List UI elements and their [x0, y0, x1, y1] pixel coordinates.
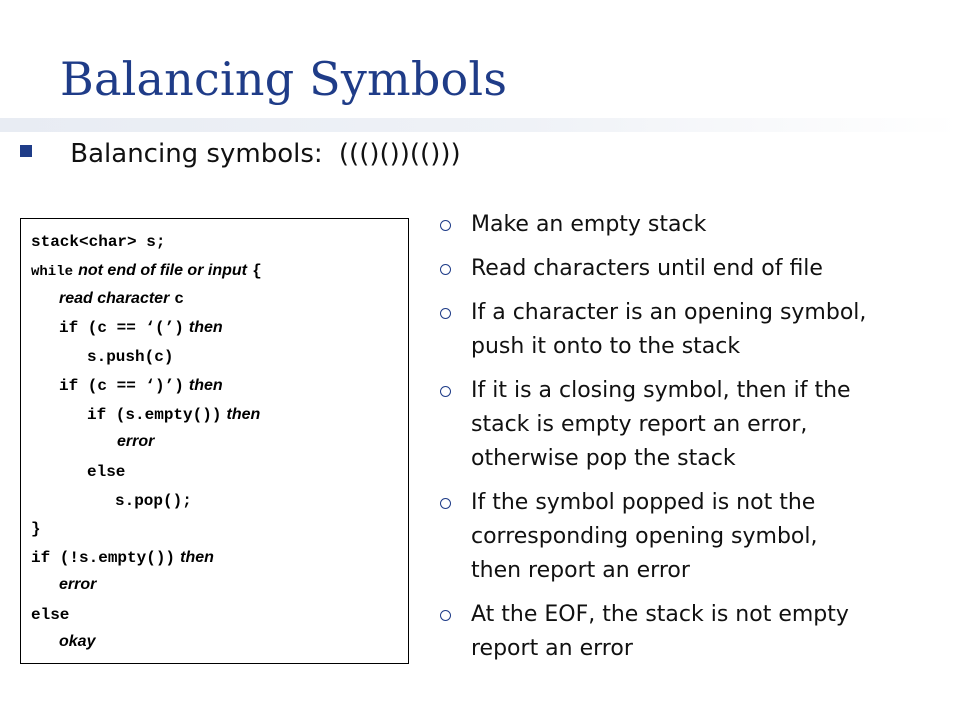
code-line	[87, 344, 173, 368]
code-text: {	[252, 262, 262, 280]
code-text: s.pop();	[115, 492, 192, 510]
code-line	[31, 545, 214, 569]
code-pseudo: then	[188, 319, 223, 336]
step-text: Read characters until end of file	[471, 256, 823, 281]
main-bullet	[20, 139, 461, 169]
circle-bullet-icon	[440, 264, 451, 275]
code-line	[115, 488, 192, 512]
step-text: report an error	[471, 636, 633, 661]
code-text: s.push(c)	[87, 348, 174, 366]
step-text: If it is a closing symbol, then if the	[471, 378, 851, 403]
step-text: push it onto to the stack	[471, 334, 741, 359]
symbol-sequence: ((()())(()))	[338, 139, 461, 169]
code-pseudo: error	[117, 433, 155, 450]
list-item	[440, 296, 940, 364]
code-text: if (!s.empty())	[31, 549, 176, 567]
circle-bullet-icon	[440, 610, 451, 621]
code-keyword: while	[31, 264, 74, 280]
code-line	[87, 459, 125, 483]
slide-title: Balancing Symbols	[60, 52, 508, 106]
code-box	[20, 218, 409, 664]
list-item	[440, 252, 940, 286]
code-line	[31, 602, 69, 626]
step-text: Make an empty stack	[471, 212, 707, 237]
list-item	[440, 374, 940, 476]
circle-bullet-icon	[440, 308, 451, 319]
step-text: If the symbol popped is not the	[471, 490, 816, 515]
main-bullet-label: Balancing symbols:	[70, 139, 323, 169]
code-pseudo: then	[226, 406, 261, 423]
list-item	[440, 598, 940, 666]
step-text: At the EOF, the stack is not empty	[471, 602, 849, 627]
code-text: if (c == ‘(’)	[59, 319, 184, 337]
code-pseudo: then	[188, 377, 223, 394]
code-text: if (c == ‘)’)	[59, 377, 184, 395]
code-pseudo: then	[180, 549, 214, 566]
code-line	[59, 286, 184, 310]
step-text: otherwise pop the stack	[471, 446, 736, 471]
code-text: else	[31, 606, 70, 624]
code-text: }	[31, 520, 41, 538]
list-item	[440, 486, 940, 588]
code-line	[31, 516, 41, 540]
code-text: if (s.empty())	[87, 406, 222, 424]
code-pseudo: okay	[59, 633, 96, 650]
code-text: else	[87, 463, 126, 481]
code-line	[59, 572, 96, 596]
step-text: stack is empty report an error,	[471, 412, 808, 437]
code-line	[31, 229, 165, 253]
steps-list	[440, 208, 940, 666]
code-pseudo: read character	[59, 290, 170, 307]
code-line	[59, 373, 223, 397]
step-text: corresponding opening symbol,	[471, 524, 818, 549]
circle-bullet-icon	[440, 220, 451, 231]
square-bullet-icon	[20, 145, 32, 157]
code-line	[59, 315, 223, 339]
code-line	[59, 629, 95, 653]
code-line	[87, 402, 260, 426]
circle-bullet-icon	[440, 498, 451, 509]
code-line	[31, 258, 262, 282]
code-pseudo: error	[59, 576, 97, 593]
step-text: then report an error	[471, 558, 690, 583]
title-divider	[0, 118, 960, 132]
list-item	[440, 208, 940, 242]
code-text: stack<char> s;	[31, 233, 166, 251]
step-text: If a character is an opening symbol,	[471, 300, 867, 325]
code-pseudo: not end of file or input	[78, 262, 247, 279]
code-text: c	[174, 290, 184, 308]
code-line	[117, 429, 154, 453]
circle-bullet-icon	[440, 386, 451, 397]
